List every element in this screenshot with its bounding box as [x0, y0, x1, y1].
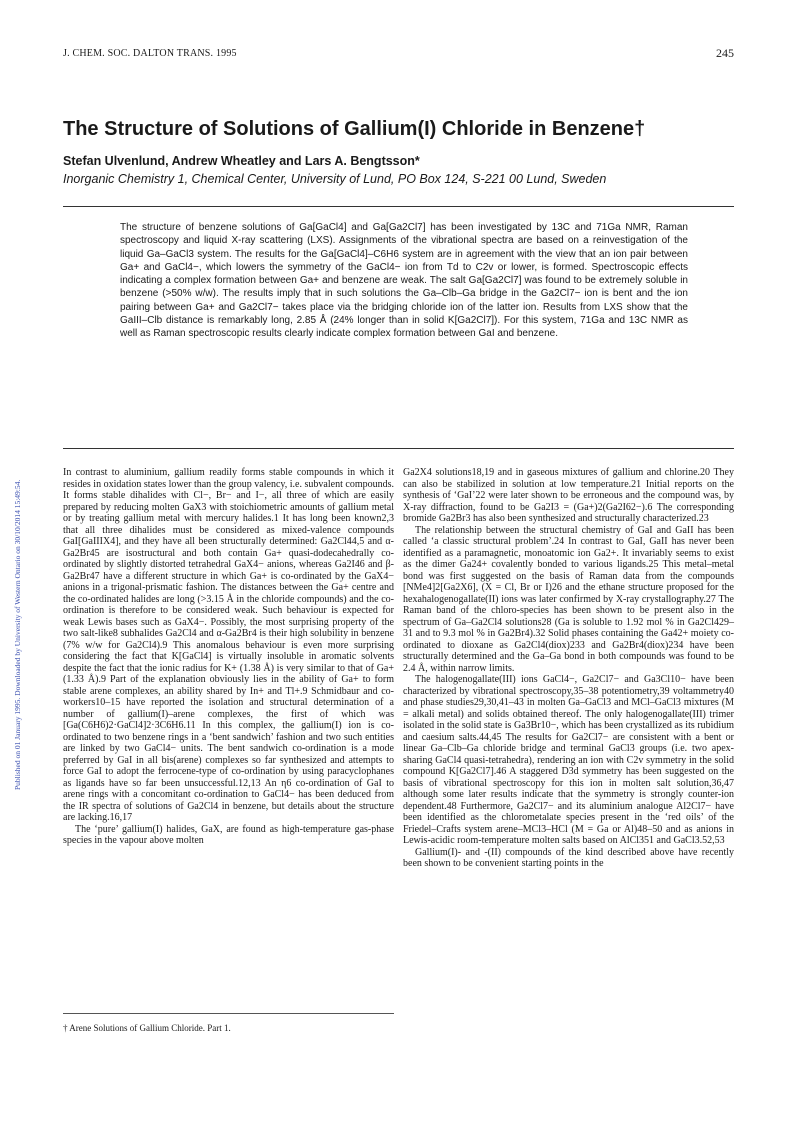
body-column-right	[403, 467, 734, 870]
page-number: 245	[716, 46, 734, 60]
abstract: The structure of benzene solutions of Ga[GaCl4] and Ga[Ga2Cl7] has been investigated by 13C and 71Ga NMR, Raman spectroscopy and liquid X-ray scattering (LXS). Assignments of the vibrational spectra are based on a reinvestigation of the liquid Ga–GaCl3 system. The results for the Ga[GaCl4]–C6H6 system are in agreement with the view that an ion pair between Ga+ and GaCl4−, which lowers the symmetry of the GaCl4− ion from Td to C2v or lower, is formed. Spectroscopic effects indicating a complex formation between Ga+ and benzene are weak. The salt Ga[Ga2Cl7] was found to be extremely soluble in benzene (>50% w/w). The results imply that in such solutions the Ga–Clb–Ga bridge in the Ga2Cl7− ion is bent and the ion pairing between Ga+ and Ga2Cl7− takes place via the bridging chloride ion of the latter ion. Results from LXS show that the GaIII–Clb distance is remarkably long, 2.85 Å (24% longer than in solid K[Ga2Cl7]). For this system, 71Ga and 13C NMR as well as Raman spectroscopic results clearly indicate complex formation between GaI and benzene.	[120, 222, 688, 340]
download-note-text: Published on 01 January 1995. Downloaded by University of Western Ontario on 30/10/2014 15:49:54.	[13, 479, 22, 790]
footnote: † Arene Solutions of Gallium Chloride. Part 1.	[63, 1023, 231, 1033]
header-divider	[63, 206, 734, 207]
body-column-left	[63, 467, 394, 847]
download-note	[3, 210, 22, 790]
paragraph: In contrast to aluminium, gallium readily forms stable compounds in which it resides in oxidation states lower than the group valency, i.e. subvalent compounds. It forms stable dihalides with Cl−, Br− and I−, all three of which are easily prepared by reducing molten GaX3 with stoichiometric amounts of gallium metal or by treating gallium metal with mercury halides.1 It has long been known2,3 that all three dihalides must be considered as mixed-valence compounds GaI[GaIIIX4], and they have all been structurally determined: Ga2Cl44,5 and α-Ga2Br45 are isostructural and both contain Ga+ quasi-dodecahedrally co-ordinated by slightly distorted tetrahedral GaX4− anions, whereas Ga2I46 and β-Ga2Br47 have a different structure in which Ga+ is co-ordinated by the GaX4− anions in a trigonal-prismatic fashion. The distances between the Ga+ centre and the co-ordinated halides are long (>3.15 Å in the chloride compounds) and the co-ordination is therefore to be considered weak. Such behaviour is expected for weak Lewis bases such as GaX4−. Possibly, the most surprising property of the two salt-like8 subhalides Ga2Cl4 and α-Ga2Br4 is their high solubility in benzene (7% w/w for Ga2Cl4).9 This anomalous behaviour is even more surprising considering the fact that K[GaCl4] is virtually insoluble in aromatic solvents despite the fact that the ionic radius for K+ (1.38 Å) is very similar to that of Ga+ (1.33 Å).9 Part of the explanation obviously lies in the ability of Ga+ to form stable arene complexes, an ability shared by In+ and Tl+.9 Schmidbaur and co-workers10–15 have reported the isolation and structural determination of a number of gallium(I)–arene complexes, the first of which was [Ga(C6H6)2·GaCl4]2·3C6H6.11 In this complex, the gallium(I) ion is co-ordinated to two benzene rings in a ‘bent sandwich’ fashion and two such entities are linked by two GaCl4− units. The bent sandwich co-ordination is a mode preferred by GaI in all bis(arene) complexes so far synthesized and attempts to force GaI to adopt the ferrocene-type of co-ordination by using paracyclophanes as ligands have so far been unsuccessful.12,13 An η6 co-ordination of GaI to arene rings with a concomitant co-ordination to GaCl4− has been deduced from the IR spectra of solutions of Ga2Cl4 in benzene, but details about the structure are lacking.16,17	[63, 467, 394, 823]
article-affiliation: Inorganic Chemistry 1, Chemical Center, University of Lund, PO Box 124, S-221 00 Lund, Sweden	[63, 172, 607, 186]
paragraph: The relationship between the structural chemistry of GaI and GaII has been called ‘a classic structural problem’.24 In contrast to GaI, GaII has never been identified as a paramagnetic, monoatomic ion Ga2+. It invariably seems to exist as the dimer Ga24+ covalently bonded to various ligands.25 This metal–metal bond was first suggested on the basis of Raman data from the compounds [NMe4]2[Ga2X6], (X = Cl, Br or I)26 and the ethane structure proposed for the hexahalogenogallate(II) ions was later confirmed by X-ray crystallography.27 The Raman band of the chloro-species has been shown to be present also in the spectrum of Ga–Ga2Cl4 solutions28 (Ga is soluble to 1.92 mol % in Ga2Cl429–31 and to 9.3 mol % in Ga2Br4).32 Solid phases containing the Ga42+ moiety co-ordinated to dioxane as Ga2Cl4(diox)233 and Ga2Br4(diox)234 have been structurally determined and the Ga–Ga bond in both compounds was found to be 2.4 Å, within narrow limits.	[403, 524, 734, 674]
abstract-divider	[63, 448, 734, 449]
paragraph: The ‘pure’ gallium(I) halides, GaX, are found as high-temperature gas-phase species in the vapour above molten	[63, 823, 394, 846]
paragraph: Gallium(I)- and -(II) compounds of the kind described above have recently been shown to be convenient starting points in the	[403, 846, 734, 869]
paragraph: The halogenogallate(III) ions GaCl4−, Ga2Cl7− and Ga3Cl10− have been characterized by vibrational spectroscopy,35–38 potentiometry,39 voltammetry40 and phase studies29,30,41–43 in molten Ga–GaCl3 and MCl–GaCl3 mixtures (M = alkali metal) and solids obtained thereof. The only halogenogallate(III) trimer isolated in the solid state is Ga3Br10−, which has been crystallized as its rubidium and caesium salts.44,45 The results for Ga2Cl7− are consistent with a bent or linear Ga–Clb–Ga chloride bridge and terminal GaCl3 groups (i.e. two apex-sharing GaCl4 quasi-tetrahedra), rendering an ion with C2v symmetry in the solid compound K[Ga2Cl7].46 A staggered D3d symmetry has been suggested on the basis of vibrational spectroscopy for this ion in molten salt solution,36,47 although some later results indicate that the symmetry is strongly counter-ion dependent.48 Furthermore, Ga2Cl7− and its aluminium analogue Al2Cl7− have been identified as the chlorometalate species present in the ‘red oils’ of the Friedel–Crafts system arene–MCl3–HCl (M = Ga or Al)48–50 and as anions in Lewis-acidic room-temperature molten salts based on AlCl351 and GaCl3.52,53	[403, 674, 734, 846]
journal-header: J. CHEM. SOC. DALTON TRANS. 1995	[63, 48, 237, 59]
paragraph: Ga2X4 solutions18,19 and in gaseous mixtures of gallium and chlorine.20 They can also be stabilized in solution at low temperature.21 Initial reports on the synthesis of ‘GaI’22 were later shown to be erroneous and the compound was, by X-ray diffraction, found to be Ga2I3 = (Ga+)2(Ga2I62−).6 The corresponding bromide Ga2Br3 has also been synthesized and structurally characterized.23	[403, 467, 734, 524]
article-title: The Structure of Solutions of Gallium(I) Chloride in Benzene†	[63, 118, 646, 140]
article-authors: Stefan Ulvenlund, Andrew Wheatley and Lars A. Bengtsson*	[63, 154, 420, 168]
footnote-divider	[63, 1013, 394, 1014]
